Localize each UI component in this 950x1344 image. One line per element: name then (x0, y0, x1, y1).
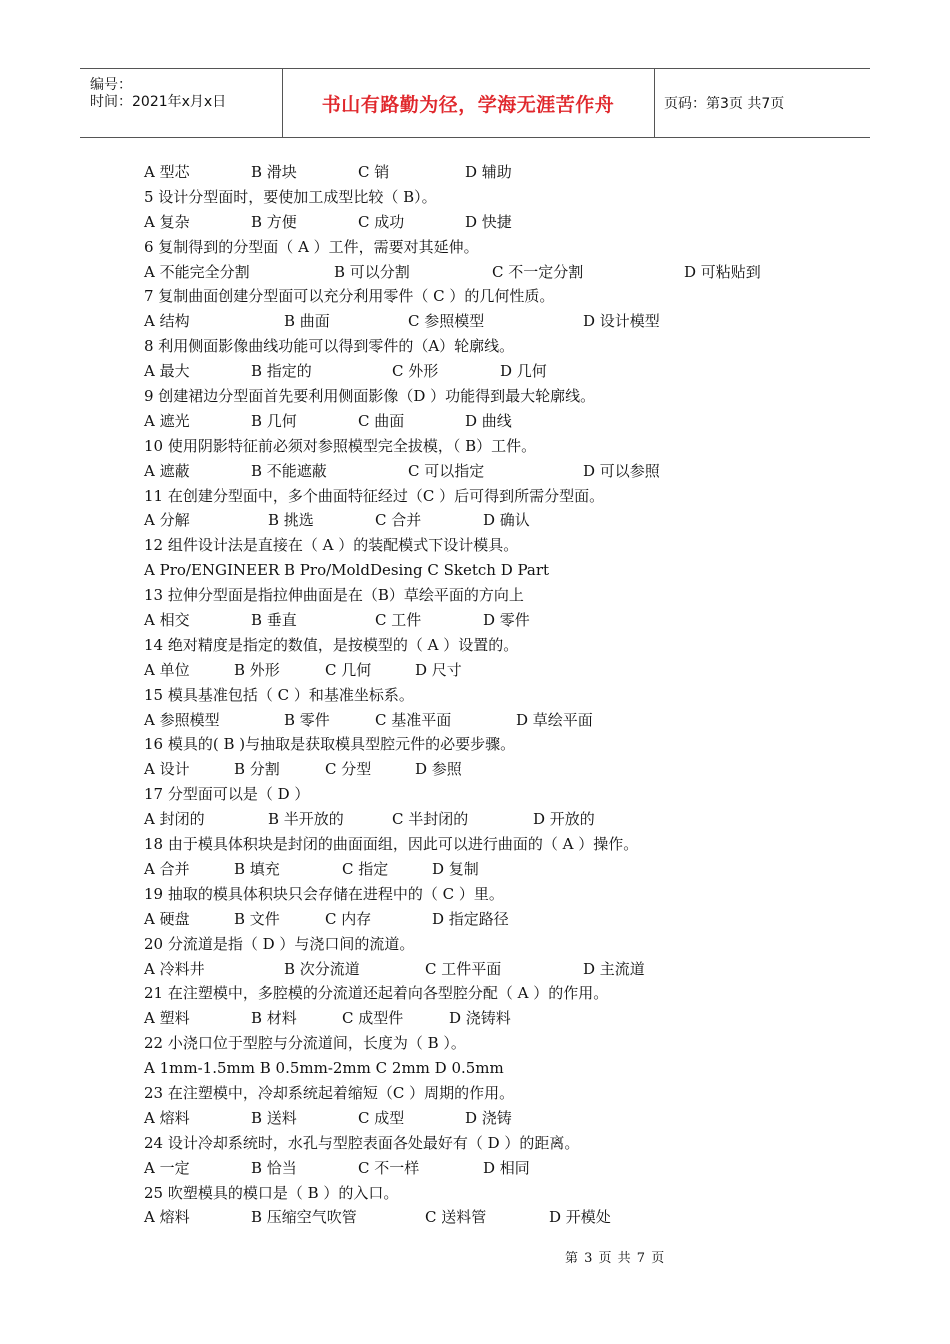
answer-option: D 零件 (483, 611, 530, 630)
question-line: 13 拉伸分型面是指拉伸曲面是在（B）草绘平面的方向上 (144, 586, 524, 605)
answer-options-row (144, 1006, 864, 1031)
answer-option: A 合并 (144, 859, 190, 878)
answer-option: D 开放的 (533, 810, 595, 829)
answer-option: C 合并 (375, 511, 422, 530)
answer-option: D 快捷 (465, 212, 512, 231)
question-line: 10 使用阴影特征前必须对参照模型完全拔模，（ B）工件。 (144, 436, 537, 455)
answer-options-row (144, 160, 864, 185)
answer-option: C 基准平面 (375, 710, 452, 729)
answer-option: B 文件 (234, 909, 280, 928)
answer-option: C 销 (358, 163, 390, 181)
answer-option: C 工件 (375, 611, 422, 630)
answer-option: D 相同 (483, 1158, 530, 1177)
answer-option: C 曲面 (358, 411, 405, 430)
answer-option: D 尺寸 (415, 660, 462, 679)
serial-label: 编号： (90, 77, 132, 93)
page-footer: 第 3 页 共 7 页 (565, 1251, 666, 1266)
answer-option: A 分解 (144, 511, 190, 530)
answer-option: C 内存 (325, 909, 372, 928)
question-line: 19 抽取的模具体积块只会存储在进程中的（ C ）里。 (144, 884, 504, 903)
question-line: 25 吹塑模具的模口是（ B ）的入口。 (144, 1183, 399, 1202)
answer-option: C 成功 (358, 212, 405, 231)
answer-option: D 参照 (415, 760, 462, 779)
answer-option: A 封闭的 (144, 810, 205, 829)
answer-option: A 参照模型 (144, 710, 220, 729)
answer-option: B 外形 (234, 660, 280, 679)
answer-option: C 几何 (325, 660, 372, 679)
answer-option: B 方便 (251, 212, 297, 231)
answer-option: B 几何 (251, 411, 297, 430)
answer-options-row (144, 1156, 864, 1181)
answer-option: D 复制 (432, 859, 479, 878)
answer-option: B 次分流道 (284, 959, 360, 978)
answer-option: C 参照模型 (408, 312, 485, 331)
answer-option: C 成型件 (342, 1009, 404, 1028)
answer-option: C 送料管 (425, 1208, 487, 1227)
answer-option: B 曲面 (284, 312, 330, 331)
answer-option: C 外形 (392, 362, 439, 381)
answer-options-row (144, 508, 864, 533)
answer-option: D 可以参照 (583, 461, 660, 480)
question-line: 12 组件设计法是直接在（ A ）的装配模式下设计模具。 (144, 536, 519, 555)
answer-option: A 塑料 (144, 1009, 190, 1028)
question-line: 8 利用侧面影像曲线功能可以得到零件的（A）轮廓线。 (144, 337, 515, 356)
answer-options-row (144, 608, 864, 633)
answer-options-row (144, 658, 864, 683)
question-line: 17 分型面可以是（ D ） (144, 785, 310, 804)
page-header (80, 68, 870, 138)
answer-options-row (144, 309, 864, 334)
answer-option: D 曲线 (465, 411, 512, 430)
answer-options-row (144, 857, 864, 882)
answer-option: D 确认 (483, 511, 530, 530)
answer-option: A 结构 (144, 312, 190, 331)
question-line: 24 设计冷却系统时，水孔与型腔表面各处最好有（ D ）的距离。 (144, 1133, 580, 1152)
answer-option: B 填充 (234, 859, 280, 878)
question-line: 7 复制曲面创建分型面可以充分利用零件（ C ）的几何性质。 (144, 287, 555, 306)
answer-option: B 垂直 (251, 611, 297, 630)
header-motto-cell (282, 69, 655, 137)
question-line: 6 复制得到的分型面（ A ）工件，需要对其延伸。 (144, 237, 479, 256)
answer-option: D 主流道 (583, 959, 645, 978)
answer-option: D 浇铸料 (449, 1009, 511, 1028)
motto-text: 书山有路勤为径，学海无涯苦作舟 (321, 93, 615, 116)
answer-option: C 可以指定 (408, 461, 485, 480)
answer-options-row (144, 260, 864, 285)
answer-option: A 复杂 (144, 212, 190, 231)
page-code: 页码：第3页 共7页 (664, 96, 785, 112)
answer-option: B 挑选 (268, 511, 314, 530)
answer-option: A 冷料井 (144, 959, 205, 978)
answer-option: A 熔料 (144, 1208, 190, 1227)
answer-options-row (144, 359, 864, 384)
answer-option: B 零件 (284, 710, 330, 729)
answer-options-row (144, 907, 864, 932)
question-line: 21 在注塑模中，多腔模的分流道还起着向各型腔分配（ A ）的作用。 (144, 984, 609, 1003)
question-line: 14 绝对精度是指定的数值，是按模型的（ A ）设置的。 (144, 635, 519, 654)
answer-option: A 遮蔽 (144, 461, 190, 480)
answer-option: C 半封闭的 (392, 810, 469, 829)
answer-option: B 指定的 (251, 362, 312, 381)
answer-option: A 单位 (144, 660, 190, 679)
question-line: 15 模具基准包括（ C ）和基准坐标系。 (144, 685, 414, 704)
answer-option: C 指定 (342, 859, 389, 878)
question-line: 18 由于模具体积块是封闭的曲面面组，因此可以进行曲面的（ A ）操作。 (144, 835, 639, 854)
answer-option: C 不一样 (358, 1158, 420, 1177)
answer-options-row (144, 459, 864, 484)
answer-option: D 几何 (500, 362, 547, 381)
answer-option: D 指定路径 (432, 909, 509, 928)
answer-options-row (144, 210, 864, 235)
answer-option: A 相交 (144, 611, 190, 630)
answer-option: B 不能遮蔽 (251, 461, 327, 480)
answer-option: A 熔料 (144, 1108, 190, 1127)
answer-option: C 工件平面 (425, 959, 502, 978)
answer-option: C 分型 (325, 760, 372, 779)
answer-options-row (144, 957, 864, 982)
question-line: 11 在创建分型面中，多个曲面特征经过（C ）后可得到所需分型面。 (144, 486, 605, 505)
answer-option: B 滑块 (251, 163, 297, 181)
answer-option: B 分割 (234, 760, 280, 779)
answer-option: A 遮光 (144, 411, 190, 430)
answer-option: B 材料 (251, 1009, 297, 1028)
answer-option: D 开模处 (549, 1208, 611, 1227)
answer-option: C 不一定分割 (492, 262, 584, 281)
answer-options-row (144, 708, 864, 733)
question-line: 23 在注塑模中，冷却系统起着缩短（C ）周期的作用。 (144, 1083, 515, 1102)
question-line: 5 设计分型面时，要使加工成型比较（ B）。 (144, 187, 437, 206)
answer-option: C 成型 (358, 1108, 405, 1127)
answer-option: B 送料 (251, 1108, 297, 1127)
answer-option: B 可以分割 (334, 262, 410, 281)
answer-option: A 最大 (144, 362, 190, 381)
question-line: 9 创建裙边分型面首先要利用侧面影像（D ）功能得到最大轮廓线。 (144, 387, 596, 406)
answer-options-row (144, 409, 864, 434)
answer-option: D 设计模型 (583, 312, 660, 331)
answer-option: D 草绘平面 (516, 710, 593, 729)
answer-options-row (144, 1106, 864, 1131)
answer-option: D 浇铸 (465, 1108, 512, 1127)
answer-option: B 恰当 (251, 1158, 297, 1177)
question-line: 20 分流道是指（ D ）与浇口间的流道。 (144, 934, 415, 953)
header-meta-cell (80, 69, 283, 137)
answer-option: D 可粘贴到 (684, 262, 761, 281)
question-line: 22 小浇口位于型腔与分流道间，长度为（ B ）。 (144, 1034, 466, 1053)
answer-option: A 硬盘 (144, 909, 190, 928)
date-label: 时间：2021年x月x日 (90, 94, 227, 110)
question-line: 16 模具的( B )与抽取是获取模具型腔元件的必要步骤。 (144, 735, 516, 754)
question-list (144, 160, 864, 1230)
answer-options-row (144, 807, 864, 832)
answer-option: A 一定 (144, 1158, 190, 1177)
answer-option: B 半开放的 (268, 810, 344, 829)
header-page-cell (655, 69, 870, 137)
answer-option: B 压缩空气吹管 (251, 1208, 357, 1227)
question-line: A 1mm-1.5mm B 0.5mm-2mm C 2mm D 0.5mm (144, 1059, 504, 1078)
answer-option: A 型芯 (144, 163, 190, 181)
question-line: A Pro/ENGINEER B Pro/MoldDesing C Sketch D Part (144, 561, 550, 580)
answer-option: D 辅助 (465, 163, 512, 181)
answer-options-row (144, 757, 864, 782)
answer-option: A 不能完全分割 (144, 262, 250, 281)
answer-options-row (144, 1205, 864, 1230)
answer-option: A 设计 (144, 760, 190, 779)
